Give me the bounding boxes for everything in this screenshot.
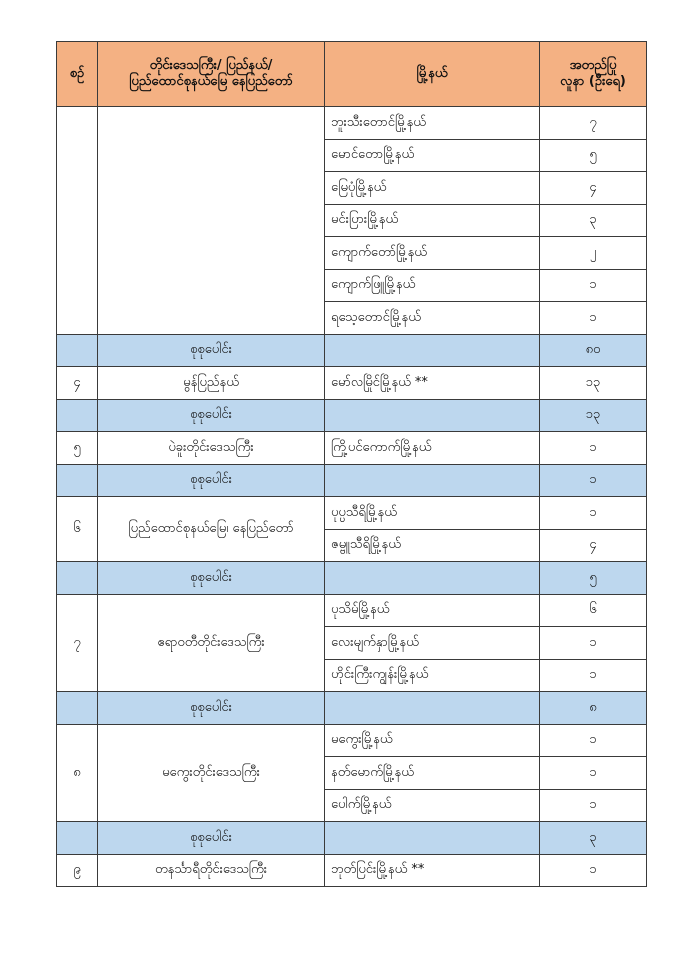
row-count: ၁: [540, 497, 647, 530]
row-region: တနင်္သာရီတိုင်းဒေသကြီး: [98, 854, 325, 887]
row-no: ၈: [57, 724, 98, 822]
row-region: မွန်ပြည်နယ်: [98, 367, 325, 400]
row-township: မြေပုံမြို့နယ်: [325, 172, 540, 205]
row-region: မကွေးတိုင်းဒေသကြီး: [98, 724, 325, 822]
header-count-line1: အတည်ပြု: [569, 58, 617, 74]
row-count: ၃: [540, 204, 647, 237]
row-township: ကျောက်ဖြူမြို့နယ်: [325, 269, 540, 302]
row-count: ၁: [540, 302, 647, 335]
subtotal-no: [57, 334, 98, 367]
subtotal-no: [57, 562, 98, 595]
table-row: [57, 107, 647, 140]
subtotal-label: စုစုပေါင်း: [98, 822, 325, 855]
row-township: နတ်မောက်မြို့နယ်: [325, 757, 540, 790]
row-count: ၆: [540, 594, 647, 627]
subtotal-label: စုစုပေါင်း: [98, 562, 325, 595]
table-row: [57, 724, 647, 757]
row-region: ပဲခူးတိုင်းဒေသကြီး: [98, 432, 325, 465]
subtotal-label: စုစုပေါင်း: [98, 692, 325, 725]
subtotal-empty: [325, 334, 540, 367]
row-count: ၄: [540, 172, 647, 205]
row-township: ဟိုင်းကြီးကျွန်းမြို့နယ်: [325, 659, 540, 692]
row-township: ကျောက်တော်မြို့နယ်: [325, 237, 540, 270]
subtotal-empty: [325, 464, 540, 497]
row-no: ၄: [57, 367, 98, 400]
row-count: ၁: [540, 659, 647, 692]
row-township: ပုသိမ်မြို့နယ်: [325, 594, 540, 627]
row-no: [57, 107, 98, 335]
row-no: ၉: [57, 854, 98, 887]
header-township: မြို့နယ်: [325, 42, 540, 107]
subtotal-row: [57, 334, 647, 367]
row-township: မကွေးမြို့နယ်: [325, 724, 540, 757]
header-region-line1: တိုင်းဒေသကြီး/ ပြည်နယ်/: [149, 58, 273, 74]
table-row: [57, 367, 647, 400]
subtotal-row: [57, 399, 647, 432]
row-no: ၅: [57, 432, 98, 465]
row-township: ပေါက်မြို့နယ်: [325, 789, 540, 822]
subtotal-row: [57, 464, 647, 497]
row-count: ၁: [540, 627, 647, 660]
row-count: ၁: [540, 757, 647, 790]
row-township: မောင်တောမြို့နယ်: [325, 139, 540, 172]
header-region: [98, 42, 325, 107]
subtotal-no: [57, 692, 98, 725]
row-township: လေးမျက်နှာမြို့နယ်: [325, 627, 540, 660]
header-no: စဉ်: [57, 42, 98, 107]
patient-count-table: [56, 41, 647, 887]
row-no: ၇: [57, 594, 98, 692]
row-township: ဘုတ်ပြင်းမြို့နယ် **: [325, 854, 540, 887]
subtotal-row: [57, 562, 647, 595]
subtotal-value: ၁၃: [540, 399, 647, 432]
row-count: ၁: [540, 432, 647, 465]
subtotal-value: ၈: [540, 692, 647, 725]
row-count: ၅: [540, 139, 647, 172]
subtotal-value: ၈၀: [540, 334, 647, 367]
table-row: [57, 854, 647, 887]
row-count: ၁: [540, 724, 647, 757]
subtotal-no: [57, 399, 98, 432]
header-row: [57, 42, 647, 107]
row-township: ပုပ္ပသီရိမြို့နယ်: [325, 497, 540, 530]
row-region: ဧရာဝတီတိုင်းဒေသကြီး: [98, 594, 325, 692]
subtotal-value: ၁: [540, 464, 647, 497]
row-count: ၇: [540, 107, 647, 140]
subtotal-label: စုစုပေါင်း: [98, 464, 325, 497]
row-township: ဇမ္ဗူသီရိမြို့နယ်: [325, 529, 540, 562]
row-count: ၁၃: [540, 367, 647, 400]
row-region: [98, 107, 325, 335]
table-row: [57, 594, 647, 627]
row-no: ၆: [57, 497, 98, 562]
row-region: ပြည်ထောင်စုနယ်မြေ၊ နေပြည်တော်: [98, 497, 325, 562]
subtotal-no: [57, 822, 98, 855]
subtotal-empty: [325, 822, 540, 855]
table-row: [57, 432, 647, 465]
row-township: ဘူးသီးတောင်မြို့နယ်: [325, 107, 540, 140]
row-township: ရသေ့တောင်မြို့နယ်: [325, 302, 540, 335]
row-count: ၂: [540, 237, 647, 270]
table-row: [57, 497, 647, 530]
subtotal-row: [57, 822, 647, 855]
row-count: ၄: [540, 529, 647, 562]
subtotal-row: [57, 692, 647, 725]
subtotal-value: ၃: [540, 822, 647, 855]
row-township: ကြို့ပင်ကောက်မြို့နယ်: [325, 432, 540, 465]
row-count: ၁: [540, 789, 647, 822]
subtotal-label: စုစုပေါင်း: [98, 399, 325, 432]
subtotal-empty: [325, 399, 540, 432]
header-region-line2: ပြည်ထောင်စုနယ်မြေ နေပြည်တော်: [129, 74, 293, 89]
row-count: ၁: [540, 854, 647, 887]
subtotal-empty: [325, 692, 540, 725]
subtotal-value: ၅: [540, 562, 647, 595]
row-township: မင်းပြားမြို့နယ်: [325, 204, 540, 237]
header-count-line2: လူနာ (ဦးရေ): [560, 74, 626, 89]
subtotal-no: [57, 464, 98, 497]
subtotal-label: စုစုပေါင်း: [98, 334, 325, 367]
header-count: [540, 42, 647, 107]
row-count: ၁: [540, 269, 647, 302]
row-township: မော်လမြိုင်မြို့နယ် **: [325, 367, 540, 400]
subtotal-empty: [325, 562, 540, 595]
